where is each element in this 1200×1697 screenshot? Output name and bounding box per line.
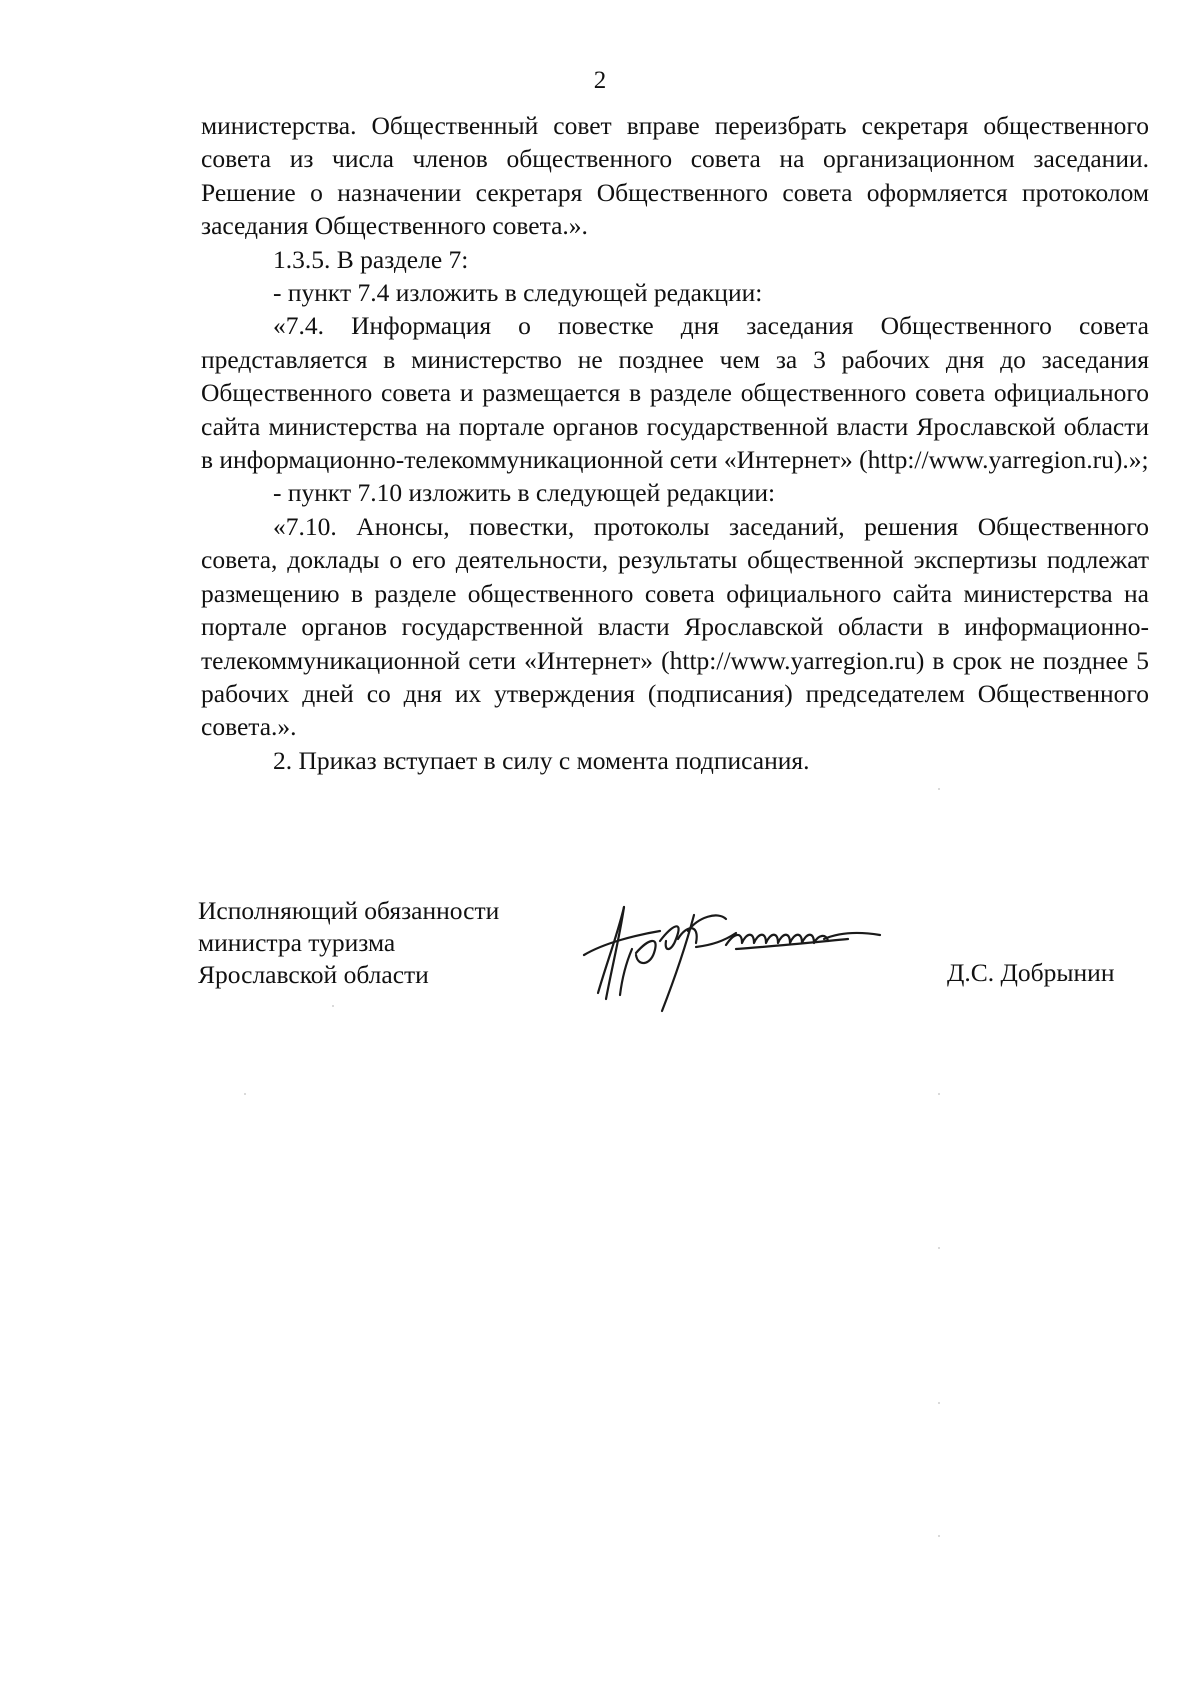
scan-speck bbox=[938, 788, 940, 790]
signer-name: Д.С. Добрынин bbox=[947, 958, 1115, 987]
handwritten-signature-icon bbox=[576, 895, 886, 1015]
signatory-title bbox=[198, 895, 499, 991]
paragraph-item-7-4-intro: - пункт 7.4 изложить в следующей редакции: bbox=[273, 278, 763, 308]
signatory-title-line: Ярославской области bbox=[198, 960, 429, 989]
signatory-title-line: Исполняющий обязанности bbox=[198, 896, 500, 925]
document-body bbox=[201, 109, 1149, 777]
signatory-title-line: министра туризма bbox=[198, 928, 396, 957]
scan-speck bbox=[938, 1247, 940, 1249]
scan-speck bbox=[938, 1093, 940, 1095]
paragraph-secretary: министерства. Общественный совет вправе переизбрать секретаря общественного совета из числа членов общественного совета на организационном заседании. Решение о назначении секретаря Общественного совета оформляется протоколом заседания Общественного совета.». bbox=[201, 111, 1149, 241]
paragraph-section-7: 1.3.5. В разделе 7: bbox=[273, 244, 469, 274]
page-number: 2 bbox=[593, 67, 607, 94]
scan-speck bbox=[244, 1093, 246, 1095]
paragraph-item-7-10: «7.10. Анонсы, повестки, протоколы заседаний, решения Общественного совета, доклады о его деятельности, результаты общественной экспертизы подлежат размещению в разделе общественного совета официального сайта министерства на портале органов государственной власти Ярославской области в информационно-телекоммуникационной сети «Интернет» (http://www.yarregion.ru) в срок не позднее 5 рабочих дней со дня их утверждения (подписания) председателем Общественного совета.». bbox=[201, 511, 1149, 742]
paragraph-item-7-4: «7.4. Информация о повестке дня заседания Общественного совета представляется в министерство не позднее чем за 3 рабочих дня до заседания Общественного совета и размещается в разделе общественного совета официального сайта министерства на портале органов государственной власти Ярославской области в информационно-телекоммуникационной сети «Интернет» (http://www.yarregion.ru).»; bbox=[201, 311, 1149, 475]
paragraph-item-7-10-intro: - пункт 7.10 изложить в следующей редакции: bbox=[273, 478, 776, 508]
scan-speck bbox=[938, 1402, 940, 1404]
scan-speck bbox=[938, 1535, 940, 1537]
paragraph-order-effective: 2. Приказ вступает в силу с момента подписания. bbox=[273, 745, 810, 775]
scan-speck bbox=[332, 1005, 334, 1007]
